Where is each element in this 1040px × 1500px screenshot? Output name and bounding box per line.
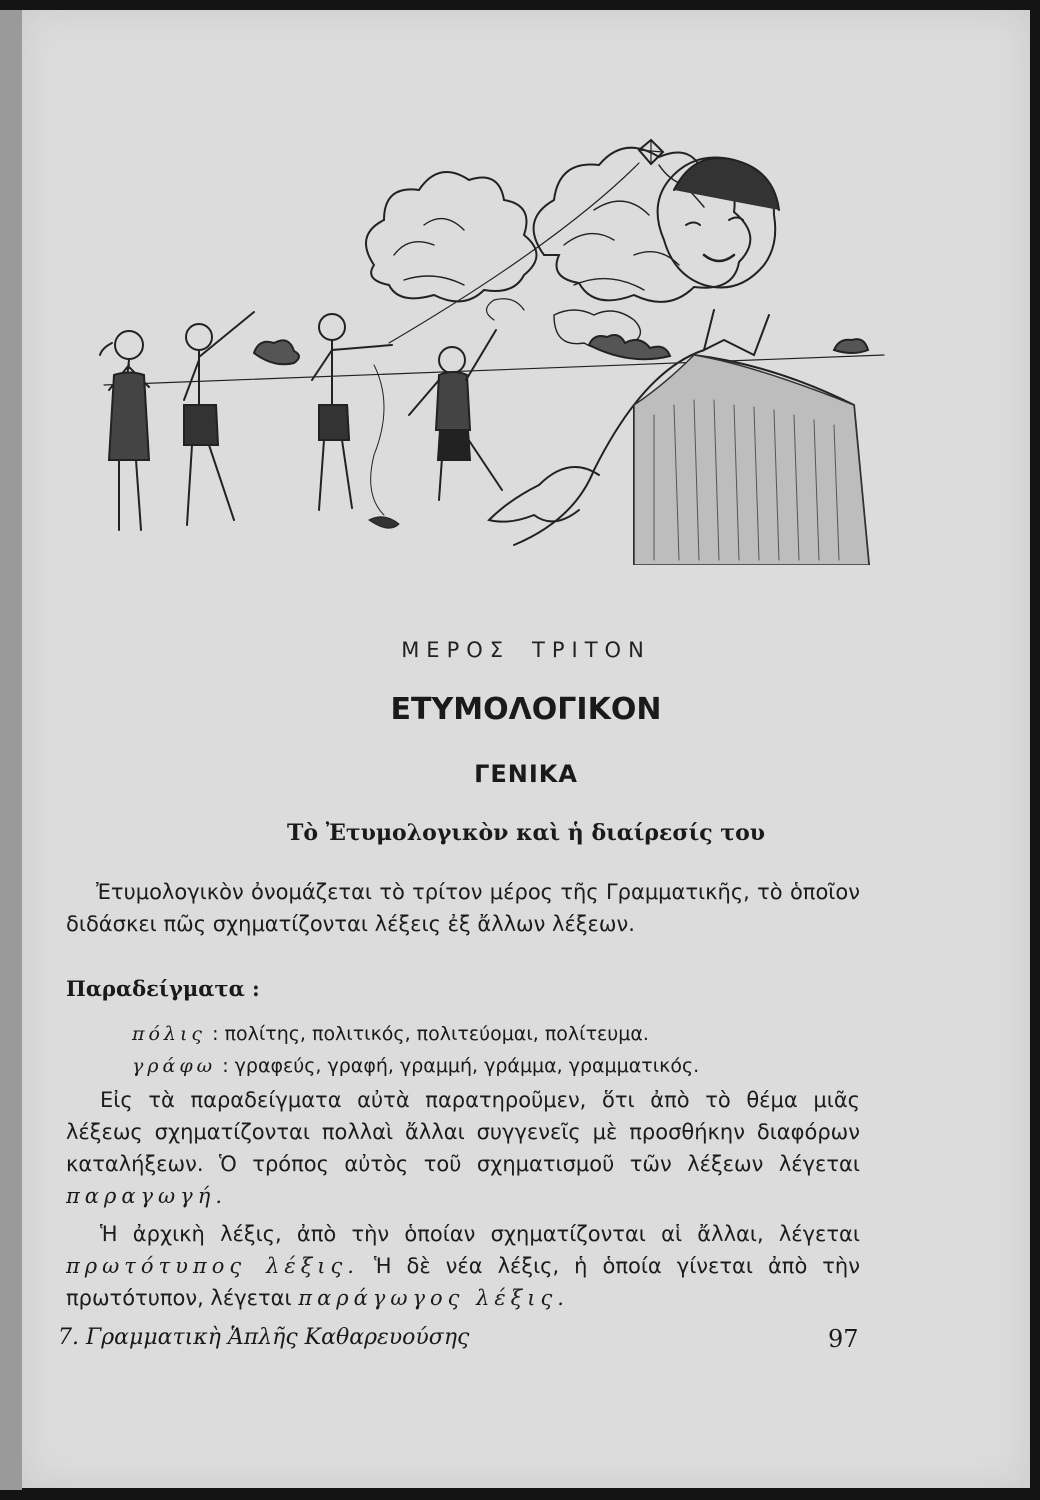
- definition-paragraph: Ἐτυμολογικὸν ὀνομάζεται τὸ τρίτον μέρος τῆς Γραμματικῆς, τὸ ὁποῖον διδάσκει πῶς σχηματίζονται λέξεις ἐξ ἄλλων λέξεων.: [66, 880, 860, 936]
- example-root-word: γράφω: [132, 1055, 217, 1077]
- children-flying-kite-illustration: [74, 105, 894, 565]
- chapter-title: ΕΤΥΜΟΛΟΓΙΚΟΝ: [390, 692, 662, 727]
- term-prototypos: πρωτότυπος λέξις.: [66, 1254, 359, 1278]
- term-paragogos: παράγωγος λέξις.: [298, 1286, 569, 1310]
- derivation-paragraph: [66, 1084, 860, 1212]
- section-heading: Τὸ Ἐτυμολογικὸν καὶ ἡ διαίρεσίς του: [286, 820, 766, 846]
- examples-label: Παραδείγματα :: [66, 976, 260, 1001]
- example-line: [132, 1055, 699, 1077]
- example-root-word: πόλις: [132, 1023, 207, 1045]
- page: [22, 10, 1030, 1488]
- root-word-paragraph: [66, 1218, 860, 1314]
- part-title-word: ΜΕΡΟΣ: [401, 638, 511, 662]
- example-line: [132, 1023, 649, 1045]
- footer-signature: 7. Γραμματικὴ Ἁπλῆς Καθαρευούσης: [58, 1325, 470, 1350]
- page-number: 97: [828, 1325, 859, 1353]
- term-paragogi: παραγωγή.: [66, 1184, 227, 1208]
- root-word-text-2: Ἡ δὲ νέα λέξις, ἡ ὁποία γίνεται ἀπὸ τὴν πρωτότυπον, λέγεται: [66, 1254, 860, 1310]
- previous-page-edge: [0, 10, 22, 1490]
- root-word-text-1: Ἡ ἀρχικὴ λέξις, ἀπὸ τὴν ὁποίαν σχηματίζονται αἱ ἄλλαι, λέγεται: [100, 1222, 860, 1246]
- example-derivatives: : γραφεύς, γραφή, γραμμή, γράμμα, γραμματικός.: [222, 1055, 700, 1077]
- chapter-subtitle: ΓΕΝΙΚΑ: [474, 760, 578, 788]
- part-title: [22, 638, 1030, 662]
- example-derivatives: : πολίτης, πολιτικός, πολιτεύομαι, πολίτευμα.: [212, 1023, 649, 1045]
- derivation-text: Εἰς τὰ παραδείγματα αὐτὰ παρατηροῦμεν, ὅτι ἀπὸ τὸ θέμα μιᾶς λέξεως σχηματίζονται πολλαὶ ἄλλαι συγγενεῖς μὲ προσθήκην διαφόρων καταλήξεων. Ὁ τρόπος αὐτὸς τοῦ σχηματισμοῦ τῶν λέξεων λέγεται: [66, 1088, 860, 1176]
- part-title-word: ΤΡΙΤΟΝ: [532, 638, 651, 662]
